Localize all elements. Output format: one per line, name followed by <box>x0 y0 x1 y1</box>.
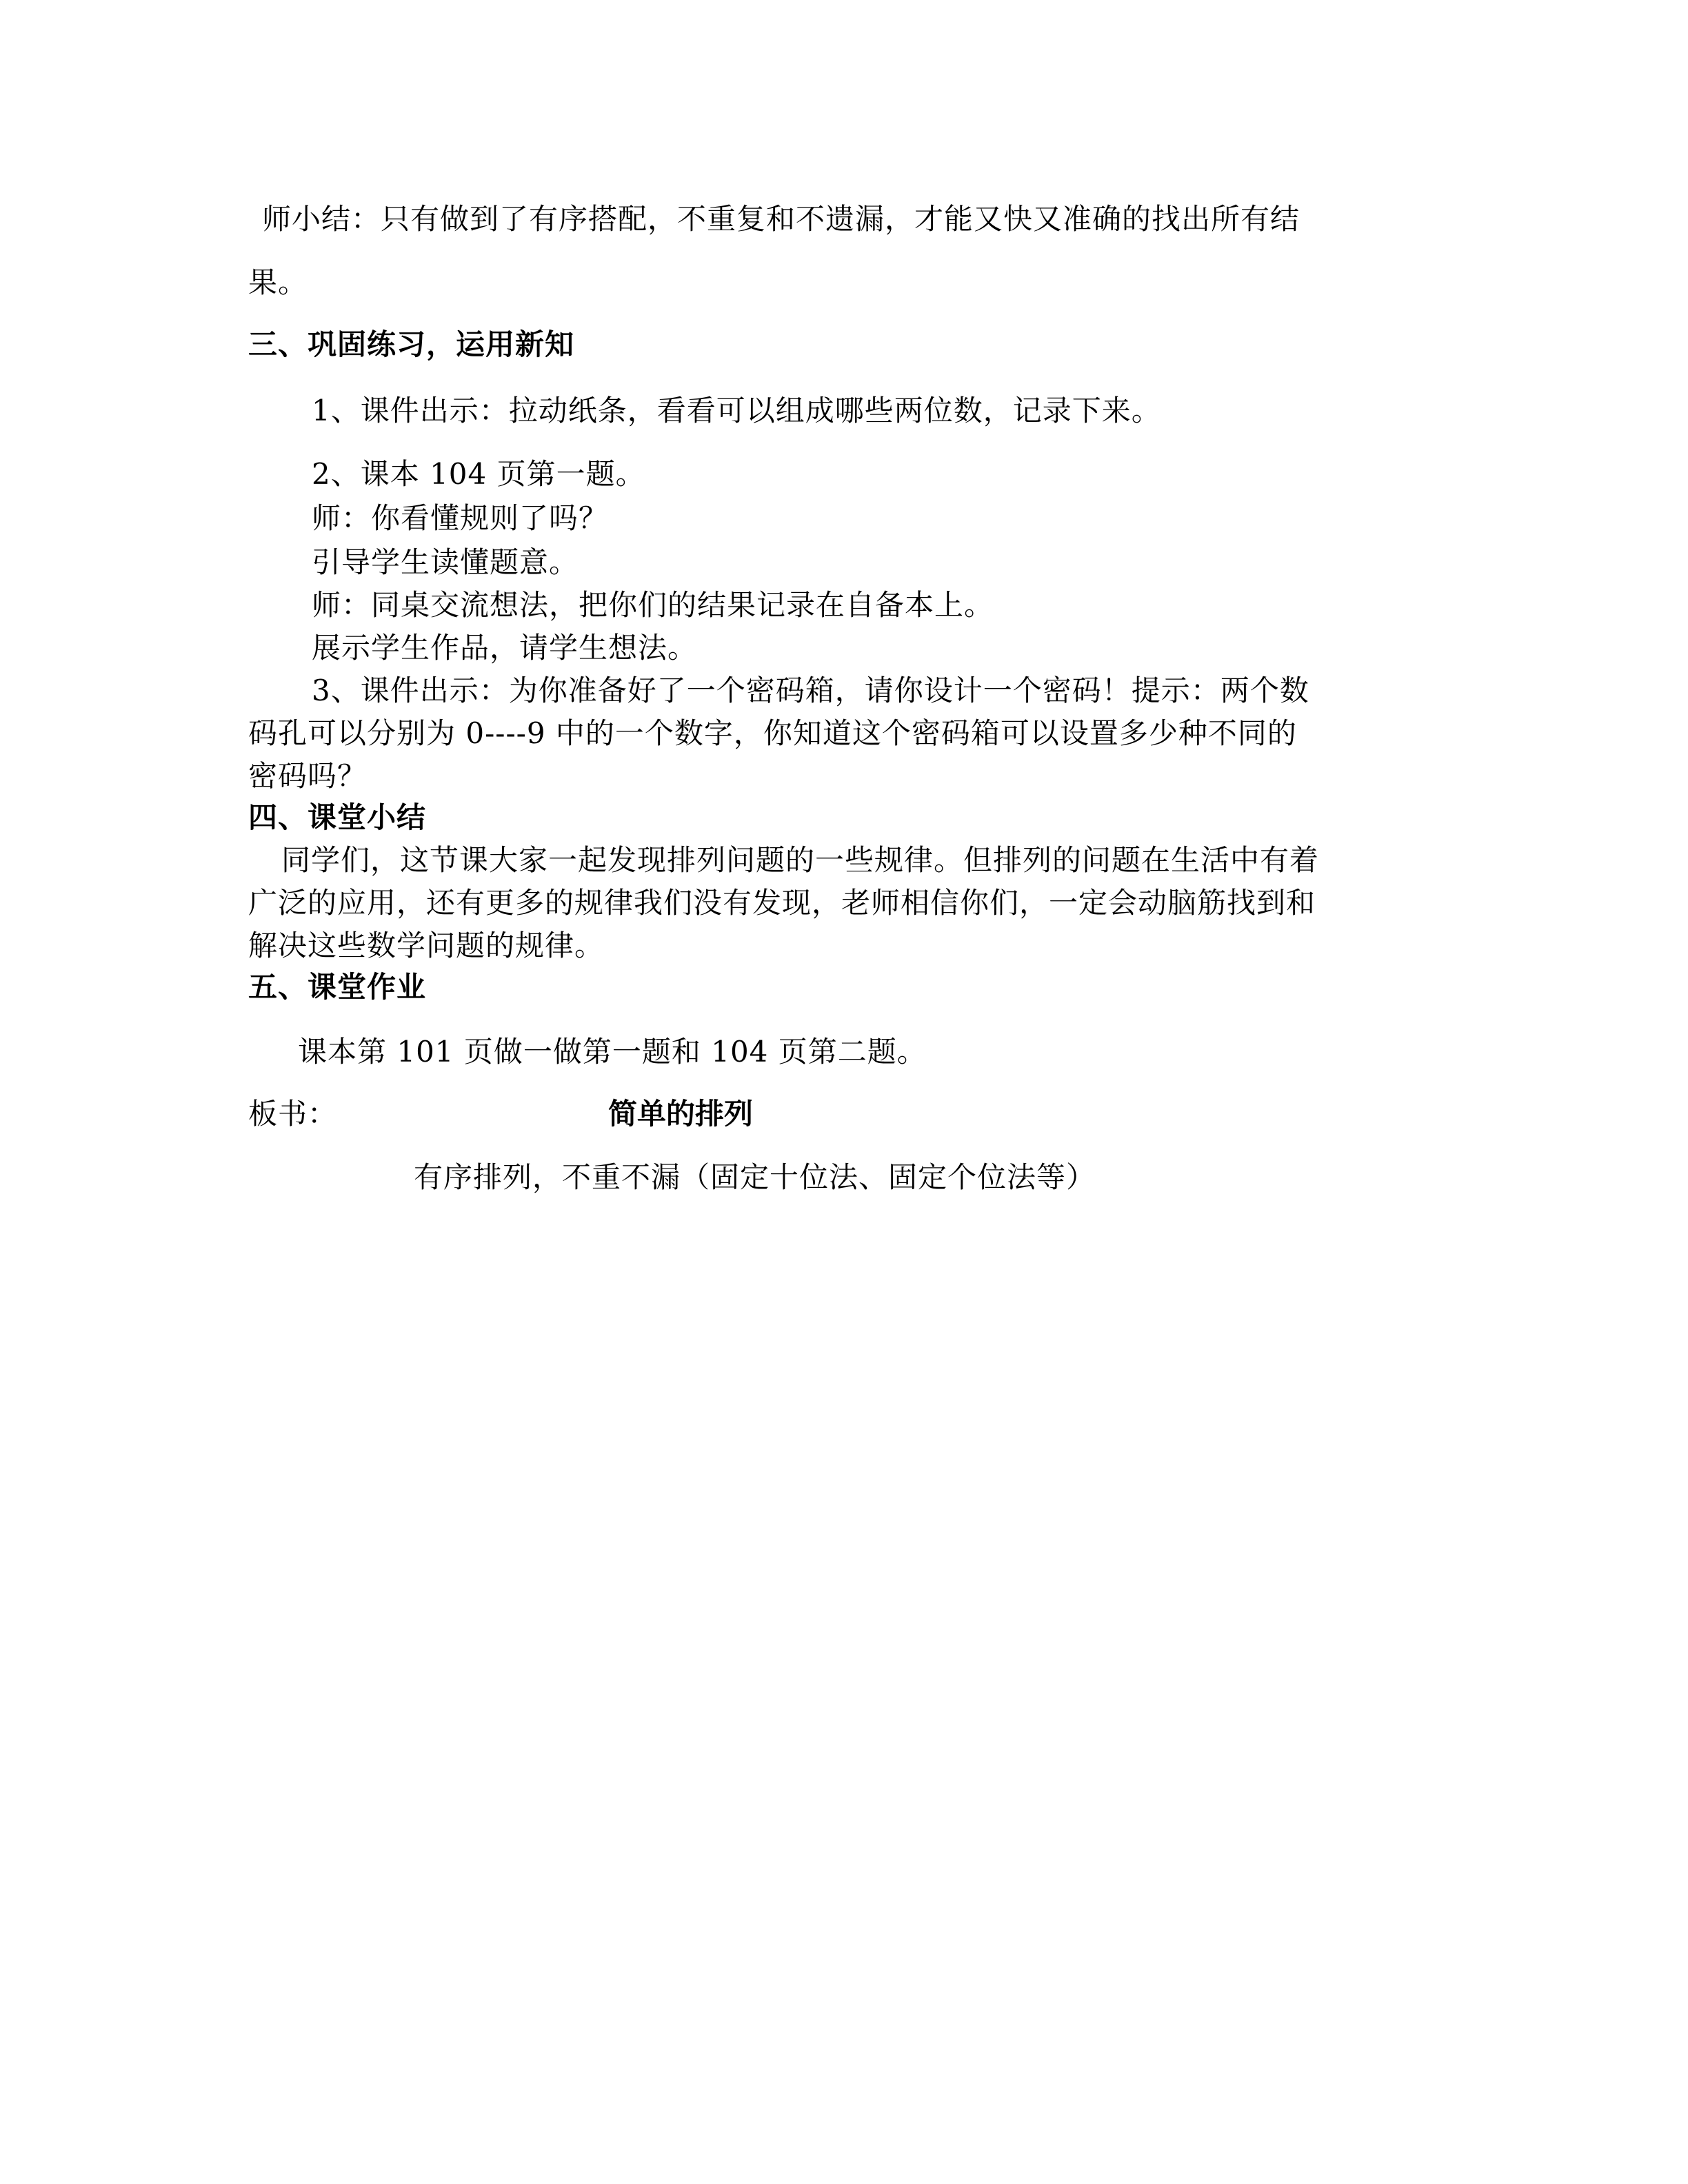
section-4-heading: 四、课堂小结 <box>248 800 427 834</box>
section-3-item-2-line-5: 展示学生作品，请学生想法。 <box>312 631 698 665</box>
section-4-line-1: 同学们，这节课大家一起发现排列问题的一些规律。但排列的问题在生活中有着 <box>281 843 1320 877</box>
section-4-line-2: 广泛的应用，还有更多的规律我们没有发现，老师相信你们，一定会动脑筋找到和 <box>248 886 1316 920</box>
section-3-item-3-line-2: 码孔可以分别为 0----9 中的一个数字，你知道这个密码箱可以设置多少种不同的 <box>248 716 1297 750</box>
board-content: 有序排列，不重不漏（固定十位法、固定个位法等） <box>414 1160 1096 1194</box>
board-label: 板书： <box>248 1097 338 1131</box>
section-3-item-2-line-3: 引导学生读懂题意。 <box>312 545 579 579</box>
section-3-item-3-line-3: 密码吗？ <box>248 759 368 793</box>
section-3-heading: 三、巩固练习，运用新知 <box>248 327 575 361</box>
section-4-line-3: 解决这些数学问题的规律。 <box>248 929 605 962</box>
section-3-item-1: 1、课件出示：拉动纸条，看看可以组成哪些两位数，记录下来。 <box>312 394 1161 427</box>
section-5-heading: 五、课堂作业 <box>248 970 427 1004</box>
summary-line-2: 果。 <box>248 265 308 299</box>
section-3-item-2: 2、课本 104 页第一题。 <box>312 457 645 491</box>
section-3-item-2-line-2: 师：你看懂规则了吗？ <box>312 501 609 535</box>
board-title: 简单的排列 <box>608 1097 754 1131</box>
section-5-line-1: 课本第 101 页做一做第一题和 104 页第二题。 <box>298 1035 927 1069</box>
section-3-item-2-line-4: 师：同桌交流想法，把你们的结果记录在自备本上。 <box>312 588 994 622</box>
section-3-item-3-line-1: 3、课件出示：为你准备好了一个密码箱，请你设计一个密码！提示：两个数 <box>312 674 1309 707</box>
summary-line-1: 师小结：只有做到了有序搭配，不重复和不遗漏，才能又快又准确的找出所有结 <box>262 202 1300 236</box>
